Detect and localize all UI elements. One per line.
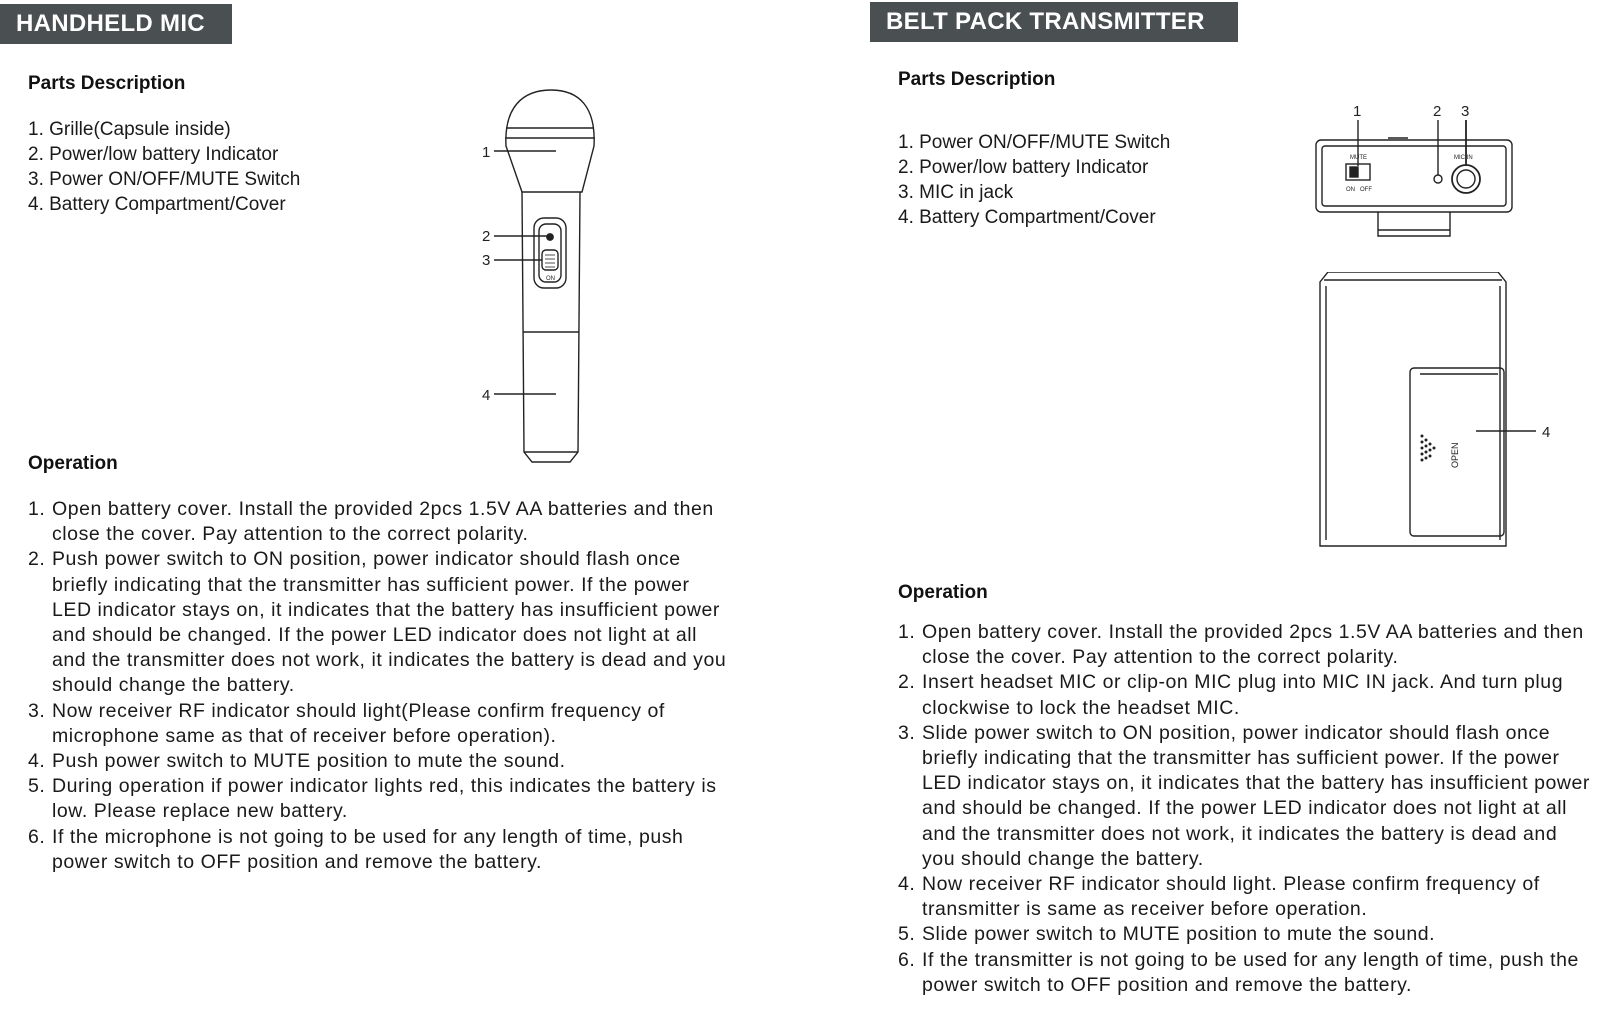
- callout-2: 2: [482, 228, 491, 245]
- handheld-operation-list: [28, 497, 732, 875]
- beltpack-operation-heading: Operation: [898, 582, 988, 603]
- mute-label: MUTE: [1350, 155, 1367, 161]
- beltpack-operation-list: [898, 620, 1596, 998]
- callout-1: 1: [482, 144, 491, 161]
- handle-outline: [522, 192, 580, 462]
- list-item: 3. MIC in jack: [898, 182, 1014, 203]
- list-item: 2. Power/low battery Indicator: [898, 157, 1149, 178]
- list-item: 2. Insert headset MIC or clip-on MIC plug into MIC IN jack. And turn plug clockwise to lock the headset MIC.: [898, 671, 1564, 719]
- list-item: 4. Push power switch to MUTE position to mute the sound.: [28, 750, 566, 773]
- callout-3: 3: [482, 252, 491, 269]
- handheld-parts-heading: Parts Description: [28, 73, 186, 94]
- mic-in-jack: [1452, 165, 1480, 193]
- grille-outline: [506, 90, 594, 192]
- on-label: ON: [1346, 187, 1355, 193]
- list-item: 5. Slide power switch to MUTE position to mute the sound.: [898, 923, 1436, 946]
- list-item: 6. If the microphone is not going to be used for any length of time, push power switch to OFF position and remove the battery.: [28, 825, 684, 873]
- beltpack-parts-list: [898, 130, 1170, 230]
- beltpack-front-view: [1310, 272, 1560, 557]
- handheld-mic-figure: [470, 80, 620, 470]
- power-led: [1434, 175, 1442, 183]
- open-label: OPEN: [1450, 442, 1460, 468]
- list-item: 1. Power ON/OFF/MUTE Switch: [898, 132, 1171, 153]
- list-item: 3. Power ON/OFF/MUTE Switch: [28, 169, 301, 190]
- list-item: 1. Grille(Capsule inside): [28, 119, 231, 140]
- callout-2: 2: [1433, 103, 1442, 120]
- list-item: 4. Battery Compartment/Cover: [28, 194, 286, 215]
- grip-dots: [1421, 435, 1436, 462]
- callout-4: 4: [482, 387, 491, 404]
- callout-1: 1: [1353, 103, 1362, 120]
- list-item: 6. If the transmitter is not going to be used for any length of time, push the power switch to OFF position and remove the battery.: [898, 948, 1579, 996]
- list-item: 2. Power/low battery Indicator: [28, 144, 279, 165]
- beltpack-top-view: [1300, 98, 1520, 243]
- handheld-operation-heading: Operation: [28, 453, 118, 474]
- list-item: 5. During operation if power indicator lights red, this indicates the battery is low. Please replace new battery.: [28, 775, 717, 823]
- list-item: 2. Push power switch to ON position, power indicator should flash once briefly indicating that the transmitter has sufficient power. If the power LED indicator stays on, it indicates that the battery has insufficient power and should be changed. If the power LED indicator does not light at all and the transmitter does not work, it indicates the battery is dead and you should change the battery.: [28, 548, 727, 697]
- list-item: 4. Battery Compartment/Cover: [898, 207, 1156, 228]
- off-label: OFF: [1360, 187, 1372, 193]
- callout-4: 4: [1542, 424, 1551, 441]
- list-item: 1. Open battery cover. Install the provided 2pcs 1.5V AA batteries and then close the cover. Pay attention to the correct polarity.: [898, 621, 1584, 669]
- list-item: 1. Open battery cover. Install the provided 2pcs 1.5V AA batteries and then close the cover. Pay attention to the correct polarity.: [28, 498, 714, 546]
- list-item: 4. Now receiver RF indicator should light. Please confirm frequency of transmitter is same as receiver before operation.: [898, 873, 1540, 921]
- beltpack-parts-heading: Parts Description: [898, 69, 1056, 90]
- handheld-parts-list: [28, 117, 300, 217]
- belt-pack-title: BELT PACK TRANSMITTER: [870, 2, 1238, 42]
- power-led: [547, 234, 553, 240]
- list-item: 3. Slide power switch to ON position, power indicator should flash once briefly indicating that the transmitter has sufficient power. If the power LED indicator stays on, it indicates that the battery has insufficient power and should be changed. If the power LED indicator does not light at all and the transmitter does not work, it indicates the battery is dead and you should change the battery.: [898, 721, 1590, 870]
- handheld-mic-title: HANDHELD MIC: [0, 4, 232, 44]
- list-item: 3. Now receiver RF indicator should light(Please confirm frequency of microphone same as that of receiver before operation).: [28, 699, 665, 747]
- switch-on-label: ON: [546, 276, 555, 282]
- callout-3: 3: [1461, 103, 1470, 120]
- mic-in-label: MIC IN: [1454, 155, 1473, 161]
